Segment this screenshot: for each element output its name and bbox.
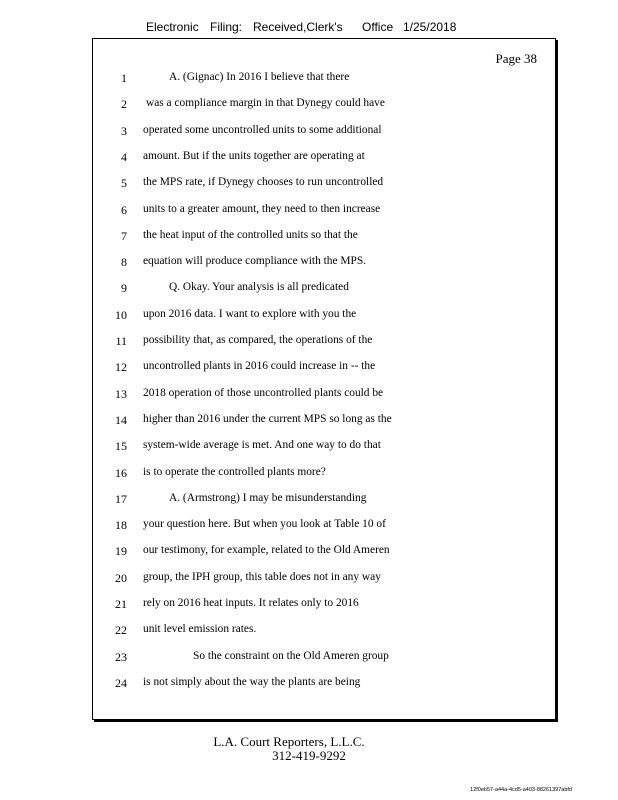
header-received: Received,Clerk's <box>253 20 343 34</box>
line-text: is not simply about the way the plants are being <box>143 675 361 688</box>
page-number: Page 38 <box>495 51 537 66</box>
transcript-line <box>93 203 553 229</box>
line-text: Q. Okay. Your analysis is all predicated <box>169 281 349 294</box>
line-text: our testimony, for example, related to the Old Ameren <box>143 544 390 557</box>
line-number: 13 <box>115 386 127 401</box>
line-number: 12 <box>115 360 127 375</box>
transcript-line <box>93 229 553 255</box>
transcript-page <box>92 38 556 720</box>
transcript-line <box>93 150 553 176</box>
transcript-line <box>93 124 553 150</box>
transcript-line <box>93 334 553 360</box>
reporter-phone: 312-419-9292 <box>272 748 346 763</box>
line-text: rely on 2016 heat inputs. It relates only to 2016 <box>143 597 359 609</box>
transcript-line <box>93 413 553 439</box>
line-text: the heat input of the controlled units so that the <box>143 228 358 241</box>
line-number: 1 <box>121 71 127 85</box>
line-text: group, the IPH group, this table does not in any way <box>143 570 381 583</box>
line-text: was a compliance margin in that Dynegy could have <box>146 97 385 110</box>
line-number: 10 <box>115 307 127 322</box>
reporter-name: L.A. Court Reporters, L.L.C. <box>213 734 365 749</box>
document-hash: 12f0eb57-a44a-4cd5-a403-88261397abfd <box>470 787 572 793</box>
line-text: So the constraint on the Old Ameren group <box>193 649 389 662</box>
line-text: 2018 operation of those uncontrolled plants could be <box>143 386 384 399</box>
header-office: Office <box>362 20 394 34</box>
line-number: 16 <box>115 465 127 480</box>
transcript-line <box>93 387 553 413</box>
header-electronic: Electronic <box>146 20 199 34</box>
transcript-line <box>93 281 553 307</box>
line-text: equation will produce compliance with the MPS. <box>143 255 367 268</box>
line-number: 3 <box>121 123 127 138</box>
line-number: 4 <box>121 149 127 164</box>
line-number: 6 <box>121 202 127 217</box>
transcript-line <box>93 466 553 492</box>
transcript-line <box>93 544 553 570</box>
line-number: 11 <box>115 334 127 348</box>
line-number: 14 <box>115 412 127 427</box>
transcript-line <box>93 492 553 518</box>
line-number: 22 <box>115 623 127 638</box>
line-number: 2 <box>121 97 127 112</box>
line-text: operated some uncontrolled units to some additional <box>143 123 382 136</box>
line-number: 5 <box>121 176 127 191</box>
line-text: is to operate the controlled plants more? <box>143 465 326 478</box>
transcript-line <box>93 676 553 702</box>
line-number: 7 <box>121 228 127 243</box>
transcript-line <box>93 176 553 202</box>
line-number: 20 <box>115 570 127 585</box>
transcript-line <box>93 308 553 334</box>
line-text: A. (Armstrong) I may be misunderstanding <box>169 491 367 504</box>
header-filing: Filing: <box>210 20 243 34</box>
line-text: higher than 2016 under the current MPS so long as the <box>143 412 392 425</box>
line-number: 8 <box>121 255 127 270</box>
line-text: A. (Gignac) In 2016 I believe that there <box>169 71 350 83</box>
line-text: amount. But if the units together are operating at <box>143 149 365 162</box>
transcript-line <box>93 255 553 281</box>
line-number: 9 <box>121 281 127 296</box>
header-date: 1/25/2018 <box>403 20 457 34</box>
line-text: the MPS rate, if Dynegy chooses to run uncontrolled <box>143 176 384 189</box>
transcript-line <box>93 71 553 97</box>
line-number: 17 <box>115 491 127 506</box>
transcript-line <box>93 571 553 597</box>
line-text: uncontrolled plants in 2016 could increase in -- the <box>143 360 376 373</box>
line-text: unit level emission rates. <box>143 623 257 636</box>
line-number: 23 <box>115 649 127 664</box>
line-text: your question here. But when you look at Table 10 of <box>143 518 386 531</box>
line-text: system-wide average is met. And one way to do that <box>143 439 381 452</box>
transcript-line <box>93 518 553 544</box>
transcript-line <box>93 650 553 676</box>
line-text: possibility that, as compared, the operations of the <box>143 334 373 346</box>
transcript-line <box>93 623 553 649</box>
transcript-line <box>93 439 553 465</box>
line-number: 21 <box>115 597 127 611</box>
line-number: 19 <box>115 544 127 559</box>
line-number: 15 <box>115 439 127 454</box>
line-number: 24 <box>115 675 127 690</box>
line-number: 18 <box>115 518 127 533</box>
line-text: upon 2016 data. I want to explore with you the <box>143 307 357 320</box>
transcript-line <box>93 597 553 623</box>
transcript-line <box>93 97 553 123</box>
line-text: units to a greater amount, they need to then increase <box>143 202 381 215</box>
transcript-line <box>93 360 553 386</box>
